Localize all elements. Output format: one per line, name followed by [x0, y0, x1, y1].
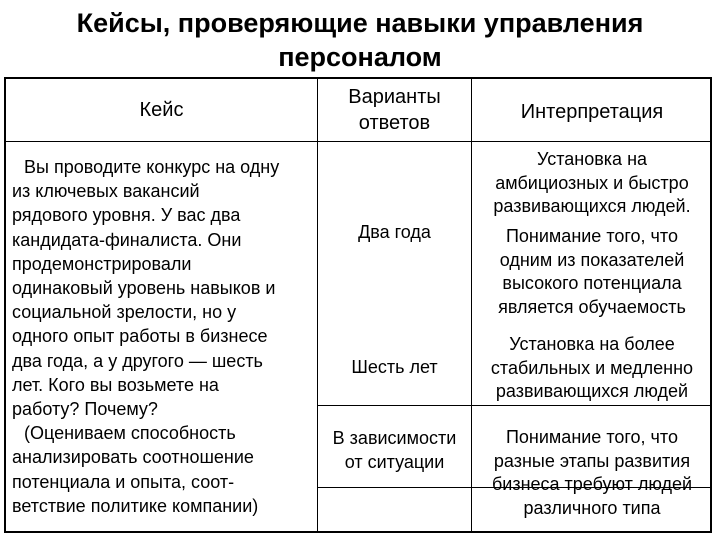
case-note-line: анализировать соотношение	[12, 447, 254, 468]
case-line: два года, а у другого — шесть	[12, 350, 263, 371]
case-line: лет. Кого вы возьмете на	[12, 374, 219, 395]
interpretation-line: развивающихся людей.	[493, 196, 691, 216]
row-divider-1	[317, 405, 712, 406]
slide-title-line-2: персоналом	[278, 42, 442, 72]
case-line: социальной зрелости, но у	[12, 302, 237, 323]
interpretation-line: является обучаемость	[498, 296, 686, 317]
interpretation-line: Установка на	[536, 149, 648, 169]
case-note-line: ветствие политике компании)	[12, 495, 259, 516]
interpretation-learnability	[472, 225, 712, 319]
case-line: Вы проводите конкурс на одну	[24, 157, 280, 177]
interpretation-line: различного типа	[523, 497, 661, 518]
header-interpretation: Интерпретация	[520, 101, 664, 123]
case-line: кандидата-финалиста. Они	[12, 229, 242, 250]
answer-depends-line-2: от ситуации	[344, 451, 445, 472]
case-note-line: потенциала и опыта, соот-	[12, 471, 235, 492]
answer-depends-line-1: В зависимости	[332, 428, 457, 448]
answer-depends	[318, 427, 471, 474]
interpretation-business-stages	[472, 426, 712, 520]
header-answers	[318, 84, 471, 136]
case-line: рядового уровня. У вас два	[12, 205, 241, 226]
interpretation-line: Понимание того, что	[505, 226, 678, 246]
case-line: одинаковый уровень навыков и	[12, 278, 276, 299]
case-note-line: (Оцениваем способность	[24, 423, 236, 444]
case-line: из ключевых вакансий	[12, 181, 200, 202]
header-divider	[6, 141, 710, 142]
case-line: одного опыт работы в бизнесе	[12, 326, 268, 347]
interpretation-stable	[472, 333, 712, 404]
header-answers-line-2: ответов	[358, 112, 431, 134]
header-case: Кейс	[139, 99, 184, 121]
case-description	[12, 155, 316, 518]
interpretation-line: высокого потенциала	[502, 273, 682, 293]
slide-title-line-1: Кейсы, проверяющие навыки управления	[76, 8, 644, 38]
answer-six-years: Шесть лет	[351, 357, 438, 377]
interpretation-line: Понимание того, что	[505, 427, 678, 447]
slide-title	[0, 6, 720, 74]
interpretation-line: бизнеса требуют людей	[491, 474, 693, 494]
interpretation-line: развивающихся людей	[495, 381, 689, 401]
interpretation-line: стабильных и медленно	[490, 357, 694, 378]
answer-two-years: Два года	[358, 222, 431, 242]
case-line: продемонстрировали	[12, 253, 192, 274]
case-line: работу? Почему?	[12, 399, 158, 420]
interpretation-line: амбициозных и быстро	[495, 172, 689, 193]
interpretation-line: Установка на более	[509, 334, 675, 354]
interpretation-ambitious	[472, 148, 712, 219]
interpretation-line: одним из показателей	[499, 249, 685, 270]
interpretation-line: разные этапы развития	[493, 450, 691, 471]
cases-table	[4, 77, 712, 533]
header-answers-line-1: Варианты	[348, 86, 441, 108]
